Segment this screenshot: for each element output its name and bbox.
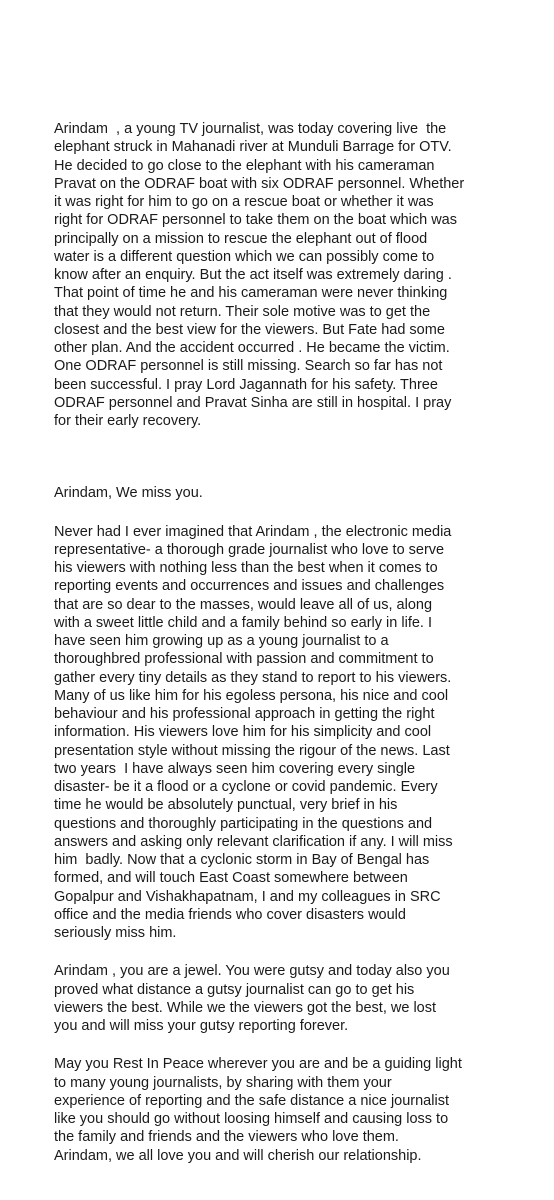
paragraph-we-miss-you: Arindam, We miss you. (54, 485, 203, 502)
paragraph-rest-in-peace: May you Rest In Peace wherever you are and be a guiding light to many young journalists, by sharing with them your experience of reporting and the safe distance a nice journalist like you should go without loosing himself and causing loss to the family and friends and the viewers who love them. Arindam, we all love you and will cherish our relationship. (54, 1056, 462, 1164)
paragraph-jewel: Arindam , you are a jewel. You were gutsy and today also you proved what distance a gutsy journalist can go to get his viewers the best. While we the viewers got the best, we lost you and will miss your gutsy reporting forever. (54, 963, 450, 1034)
paragraph-accident-report: Arindam , a young TV journalist, was today covering live the elephant struck in Mahanadi river at Munduli Barrage for OTV. He decided to go close to the elephant with his cameraman Pravat on the ODRAF boat with six ODRAF personnel. Whether it was right for him to go on a rescue boat or whether it was right for ODRAF personnel to take them on the boat which was principally on a mission to rescue the elephant out of flood water is a different question which we can possibly come to know after an enquiry. But the act itself was extremely daring . That point of time he and his cameraman were never thinking that they would not return. Their sole motive was to get the closest and the best view for the viewers. But Fate had some other plan. And the accident occurred . He became the victim. One ODRAF personnel is still missing. Search so far has not been successful. I pray Lord Jagannath for his safety. Three ODRAF personnel and Pravat Sinha are still in hospital. I pray for their early recovery. (54, 121, 465, 429)
document-body (54, 120, 530, 1165)
paragraph-tribute: Never had I ever imagined that Arindam , the electronic media representative- a thorough grade journalist who love to serve his viewers with nothing less than the best when it comes to reporting events and occurrences and issues and challenges that are so dear to the masses, would leave all of us, along with a sweet little child and a family behind so early in life. I have seen him growing up as a young journalist to a thoroughbred professional with passion and commitment to gather every tiny details as they stand to report to his viewers. Many of us like him for his egoless persona, his nice and cool behaviour and his professional approach in getting the right information. His viewers love him for his simplicity and cool presentation style without missing the rigour of the news. Last two years I have always seen him covering every single disaster- be it a flood or a cyclone or covid pandemic. Every time he would be absolutely punctual, very brief in his questions and thoroughly participating in the questions and answers and asking only relevant clarification if any. I will miss him badly. Now that a cyclonic storm in Bay of Bengal has formed, and will touch East Coast somewhere between Gopalpur and Vishakhapatnam, I and my colleagues in SRC office and the media friends who cover disasters would seriously miss him. (54, 523, 453, 941)
